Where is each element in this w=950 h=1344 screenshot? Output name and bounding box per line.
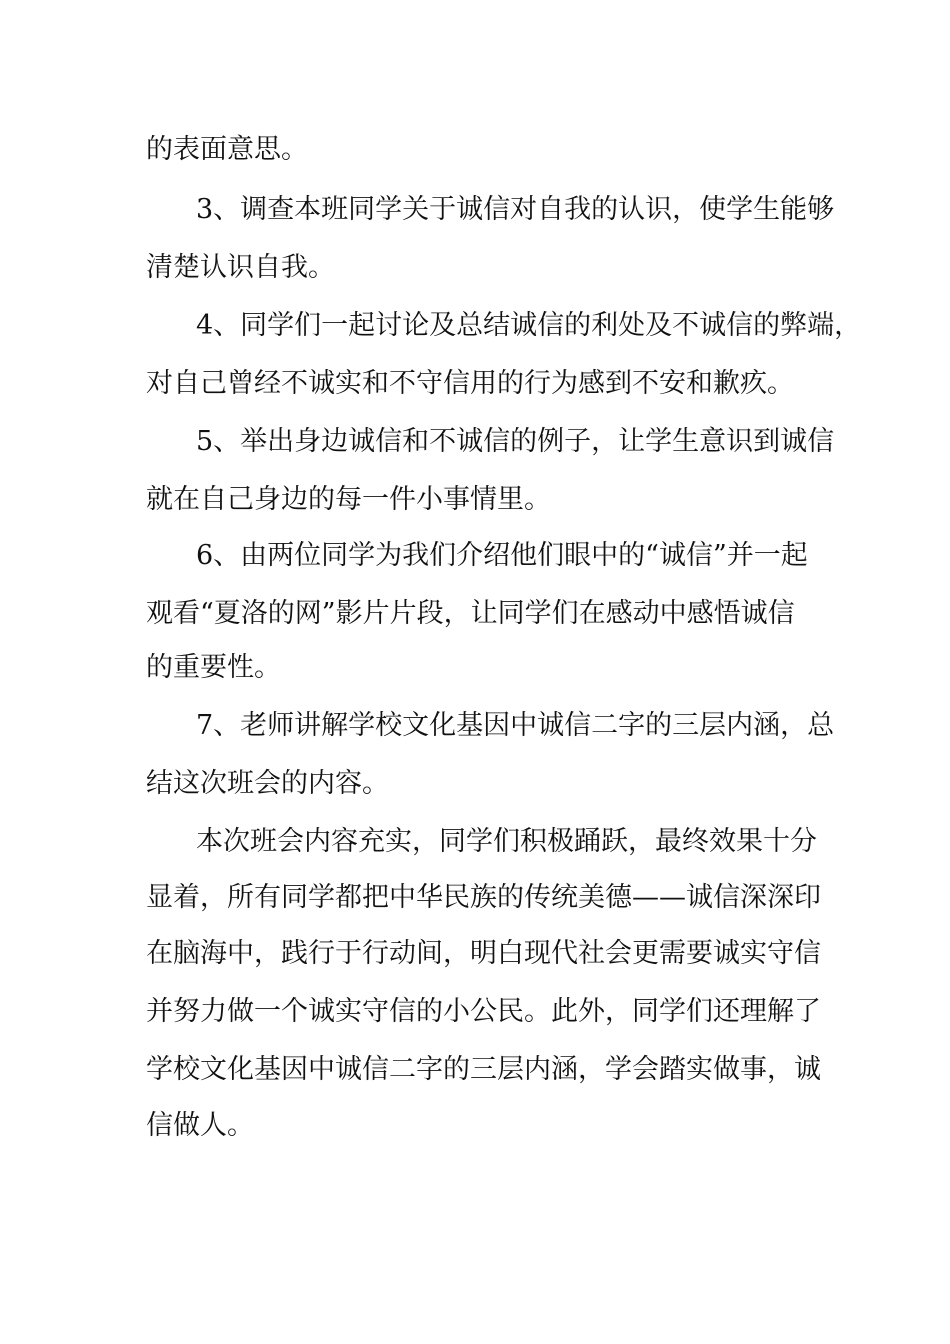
text-line: 观看“夏洛的网”影片片段，让同学们在感动中感悟诚信	[146, 598, 795, 629]
text-line: 4、同学们一起讨论及总结诚信的利处及不诚信的弊端，	[196, 310, 862, 341]
text-line: 学校文化基因中诚信二字的三层内涵，学会踏实做事，诚	[146, 1054, 821, 1085]
text-line: 显着，所有同学都把中华民族的传统美德——诚信深深印	[146, 882, 821, 913]
text-line: 结这次班会的内容。	[146, 768, 389, 799]
text-line: 清楚认识自我。	[146, 252, 335, 283]
text-line: 就在自己身边的每一件小事情里。	[146, 484, 551, 515]
text-line: 对自己曾经不诚实和不守信用的行为感到不安和歉疚。	[146, 368, 794, 399]
text-line: 的重要性。	[146, 652, 281, 683]
text-line: 并努力做一个诚实守信的小公民。此外，同学们还理解了	[146, 996, 821, 1027]
text-line: 信做人。	[146, 1110, 254, 1141]
text-line: 的表面意思。	[146, 134, 308, 165]
text-line: 3、调查本班同学关于诚信对自我的认识，使学生能够	[196, 194, 835, 225]
text-line: 在脑海中，践行于行动间，明白现代社会更需要诚实守信	[146, 938, 821, 969]
text-line: 本次班会内容充实，同学们积极踊跃，最终效果十分	[196, 826, 817, 857]
text-line: 7、老师讲解学校文化基因中诚信二字的三层内涵，总	[196, 710, 835, 741]
text-line: 5、举出身边诚信和不诚信的例子，让学生意识到诚信	[196, 426, 835, 457]
text-line: 6、由两位同学为我们介绍他们眼中的“诚信”并一起	[196, 540, 808, 571]
